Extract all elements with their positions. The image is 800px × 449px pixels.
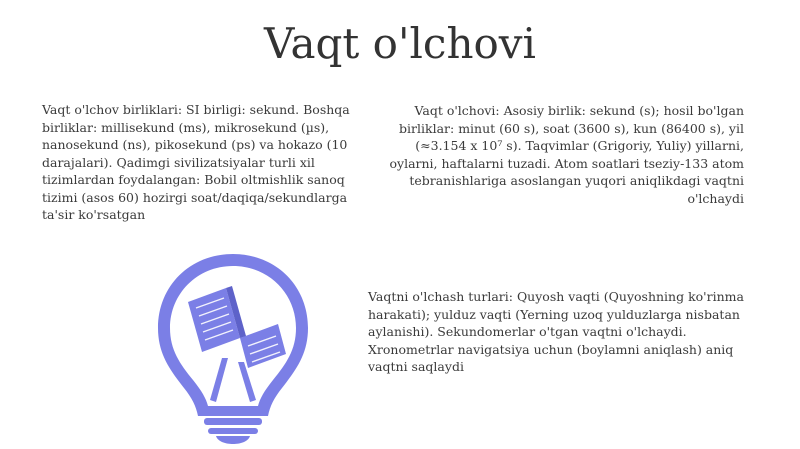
slide-title: Vaqt o'lchovi	[264, 19, 536, 68]
right-text-block: Vaqt o'lchovi: Asosiy birlik: sekund (s); hosil bo'lgan birliklar: minut (60 s), soat (3600 s), kun (86400 s), yil (≈3.154 x 10⁷ s). Taqvimlar (Grigoriy, Yuliy) yillarni, oylarni, haftalarni tuzadi. Atom soatlari tseziy-133 atom tebranishlariga asoslangan yuqori aniqlikdagi vaqtni o'lchaydi	[389, 103, 744, 206]
left-text-block: Vaqt o'lchov birliklari: SI birligi: sekund. Boshqa birliklar: millisekund (ms), mikrosekund (µs), nanosekund (ns), pikosekund (ps) va hokazo (10 darajalari). Qadimgi sivilizatsiyalar turli xil tizimlardan foydalangan: Bobil oltmishlik sanoq tizimi (asos 60) hozirgi soat/daqiqa/sekundlarga ta'sir ko'rsatgan	[42, 102, 350, 222]
lightbulb-book-icon	[148, 250, 318, 445]
bottom-text-block: Vaqtni o'lchash turlari: Quyosh vaqti (Quyoshning ko'rinma harakati); yulduz vaqti (Yerning uzoq yulduzlarga nisbatan aylanishi). Sekundomerlar o'tgan vaqtni o'lchaydi. Xronometrlar navigatsiya uchun (boylamni aniqlash) aniq vaqtni saqlaydi	[368, 289, 744, 374]
